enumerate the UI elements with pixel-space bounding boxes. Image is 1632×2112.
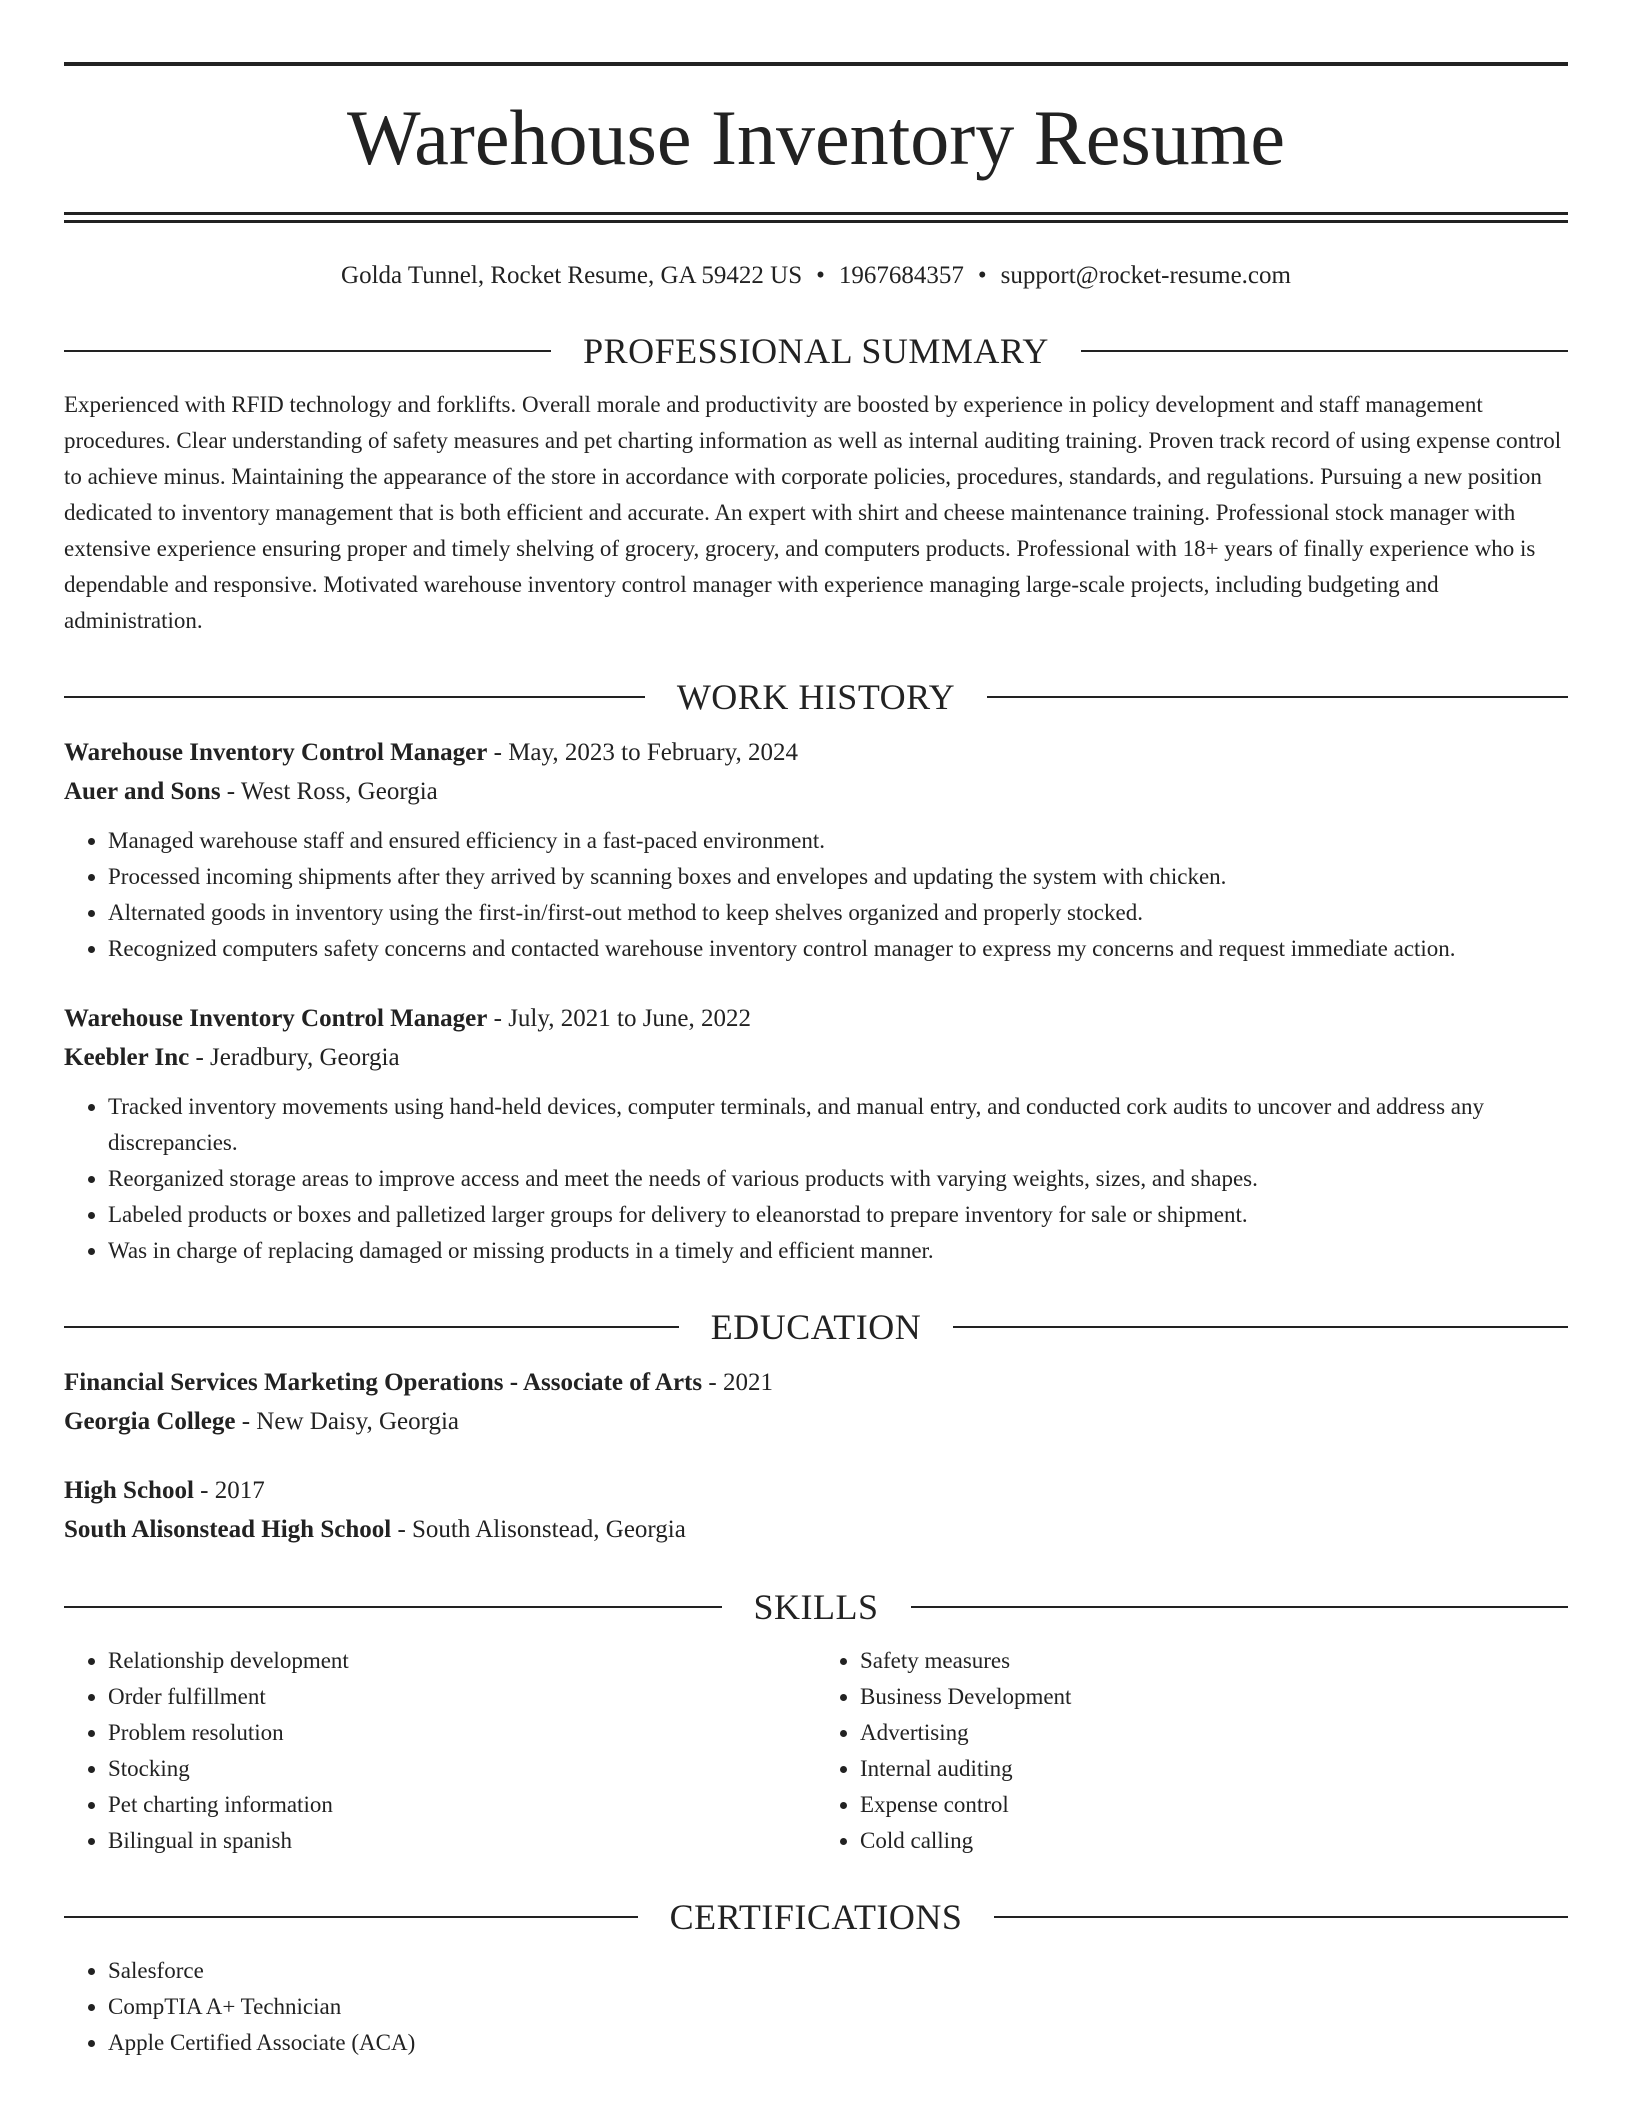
- list-item: • Labeled products or boxes and palletized larger groups for delivery to eleanorstad to prepare inventory for sale or shipment.: [108, 1197, 1568, 1233]
- skill-item: • Cold calling: [860, 1823, 1568, 1859]
- section-rule-right: [911, 1606, 1569, 1608]
- section-title-certifications: CERTIFICATIONS: [669, 1897, 963, 1937]
- skills-column-right: [816, 1643, 1568, 1859]
- list-item: • Managed warehouse staff and ensured efficiency in a fast-paced environment.: [108, 823, 1568, 859]
- section-rule-right: [994, 1916, 1568, 1918]
- section-rule-right: [987, 696, 1568, 698]
- education-degree: High School: [64, 1477, 194, 1504]
- education-year: - 2021: [702, 1369, 773, 1396]
- job-location: - West Ross, Georgia: [220, 778, 438, 805]
- section-title-summary: PROFESSIONAL SUMMARY: [583, 331, 1049, 371]
- section-header-education: [64, 1305, 1568, 1349]
- contact-phone: 1967684357: [838, 262, 964, 289]
- top-rule: [64, 62, 1568, 66]
- skill-item: • Relationship development: [108, 1643, 816, 1679]
- section-header-work: [64, 675, 1568, 719]
- job-title-line: [64, 733, 1568, 772]
- section-title-education: EDUCATION: [710, 1307, 922, 1347]
- section-rule-right: [953, 1326, 1568, 1328]
- education-entry: [64, 1363, 1568, 1441]
- education-entry: [64, 1471, 1568, 1549]
- skills-grid: [64, 1643, 1568, 1859]
- education-school-line: [64, 1402, 1568, 1441]
- section-rule-left: [64, 696, 645, 698]
- skill-item: • Safety measures: [860, 1643, 1568, 1679]
- list-item: • Reorganized storage areas to improve access and meet the needs of various products with varying weights, sizes, and shapes.: [108, 1161, 1568, 1197]
- skill-item: • Advertising: [860, 1715, 1568, 1751]
- skill-item: • Pet charting information: [108, 1787, 816, 1823]
- section-header-summary: [64, 329, 1568, 373]
- job-title: Warehouse Inventory Control Manager: [64, 1005, 488, 1032]
- section-title-work: WORK HISTORY: [676, 677, 956, 717]
- contact-address: Golda Tunnel, Rocket Resume, GA 59422 US: [341, 262, 803, 289]
- certification-item: • Apple Certified Associate (ACA): [108, 2025, 1568, 2061]
- job-entry: [64, 733, 1568, 967]
- contact-line: [64, 259, 1568, 293]
- education-school-line: [64, 1510, 1568, 1549]
- section-rule-left: [64, 350, 551, 352]
- education-degree-line: [64, 1363, 1568, 1402]
- job-bullets: [64, 1089, 1568, 1269]
- certifications-bullets: [64, 1953, 1568, 2061]
- education-school: Georgia College: [64, 1408, 236, 1435]
- section-header-certifications: [64, 1895, 1568, 1939]
- education-year: - 2017: [193, 1477, 265, 1504]
- education-degree: Financial Services Marketing Operations - Associate of Arts: [64, 1369, 703, 1396]
- contact-separator: •: [816, 262, 825, 289]
- skill-item: • Business Development: [860, 1679, 1568, 1715]
- education-school: South Alisonstead High School: [64, 1516, 392, 1543]
- list-item: • Processed incoming shipments after they arrived by scanning boxes and envelopes and updating the system with chicken.: [108, 859, 1568, 895]
- job-company: Keebler Inc: [64, 1044, 190, 1071]
- list-item: • Tracked inventory movements using hand-held devices, computer terminals, and manual entry, and conducted cork audits to uncover and address any discrepancies.: [108, 1089, 1568, 1161]
- skills-column-left: [64, 1643, 816, 1859]
- skill-item: • Order fulfillment: [108, 1679, 816, 1715]
- section-header-skills: [64, 1585, 1568, 1629]
- section-rule-left: [64, 1606, 722, 1608]
- education-degree-line: [64, 1471, 1568, 1510]
- section-title-skills: SKILLS: [753, 1587, 879, 1627]
- education-location: - South Alisonstead, Georgia: [391, 1516, 686, 1543]
- job-title-line: [64, 999, 1568, 1038]
- skill-item: • Expense control: [860, 1787, 1568, 1823]
- section-rule-left: [64, 1916, 638, 1918]
- skill-item: • Internal auditing: [860, 1751, 1568, 1787]
- certification-item: • Salesforce: [108, 1953, 1568, 1989]
- job-bullets: [64, 823, 1568, 967]
- list-item: • Alternated goods in inventory using the first-in/first-out method to keep shelves organized and properly stocked.: [108, 895, 1568, 931]
- job-company: Auer and Sons: [64, 778, 221, 805]
- section-rule-right: [1081, 350, 1568, 352]
- certification-item: • CompTIA A+ Technician: [108, 1989, 1568, 2025]
- list-item: • Recognized computers safety concerns and contacted warehouse inventory control manager to express my concerns and request immediate action.: [108, 931, 1568, 967]
- list-item: • Was in charge of replacing damaged or missing products in a timely and efficient manner.: [108, 1233, 1568, 1269]
- skill-item: • Problem resolution: [108, 1715, 816, 1751]
- job-entry: [64, 999, 1568, 1269]
- page-title: Warehouse Inventory Resume: [346, 94, 1286, 181]
- job-company-line: [64, 1038, 1568, 1077]
- certifications-list: [64, 1953, 1568, 2061]
- skill-item: • Bilingual in spanish: [108, 1823, 816, 1859]
- skill-item: • Stocking: [108, 1751, 816, 1787]
- contact-separator: •: [977, 262, 987, 289]
- job-dates: - May, 2023 to February, 2024: [487, 739, 798, 766]
- job-title: Warehouse Inventory Control Manager: [64, 739, 488, 766]
- contact-email: support@rocket-resume.com: [1000, 262, 1291, 289]
- title-double-rule: [64, 212, 1568, 223]
- education-location: - New Daisy, Georgia: [235, 1408, 460, 1435]
- summary-paragraph: Experienced with RFID technology and forklifts. Overall morale and productivity are boosted by experience in policy development and staff management procedures. Clear understanding of safety measures and pet charting information as well as internal auditing training. Proven track record of using expense control to achieve minus. Maintaining the appearance of the store in accordance with corporate policies, procedures, standards, and regulations. Pursuing a new position dedicated to inventory management that is both efficient and accurate. An expert with shirt and cheese maintenance training. Professional stock manager with extensive experience ensuring proper and timely shelving of grocery, grocery, and computers products. Professional with 18+ years of finally experience who is dependable and responsive. Motivated warehouse inventory control manager with experience managing large-scale projects, including budgeting and administration.: [64, 392, 1562, 633]
- job-dates: - July, 2021 to June, 2022: [487, 1005, 752, 1032]
- job-location: - Jeradbury, Georgia: [189, 1044, 400, 1071]
- section-rule-left: [64, 1326, 679, 1328]
- job-company-line: [64, 772, 1568, 811]
